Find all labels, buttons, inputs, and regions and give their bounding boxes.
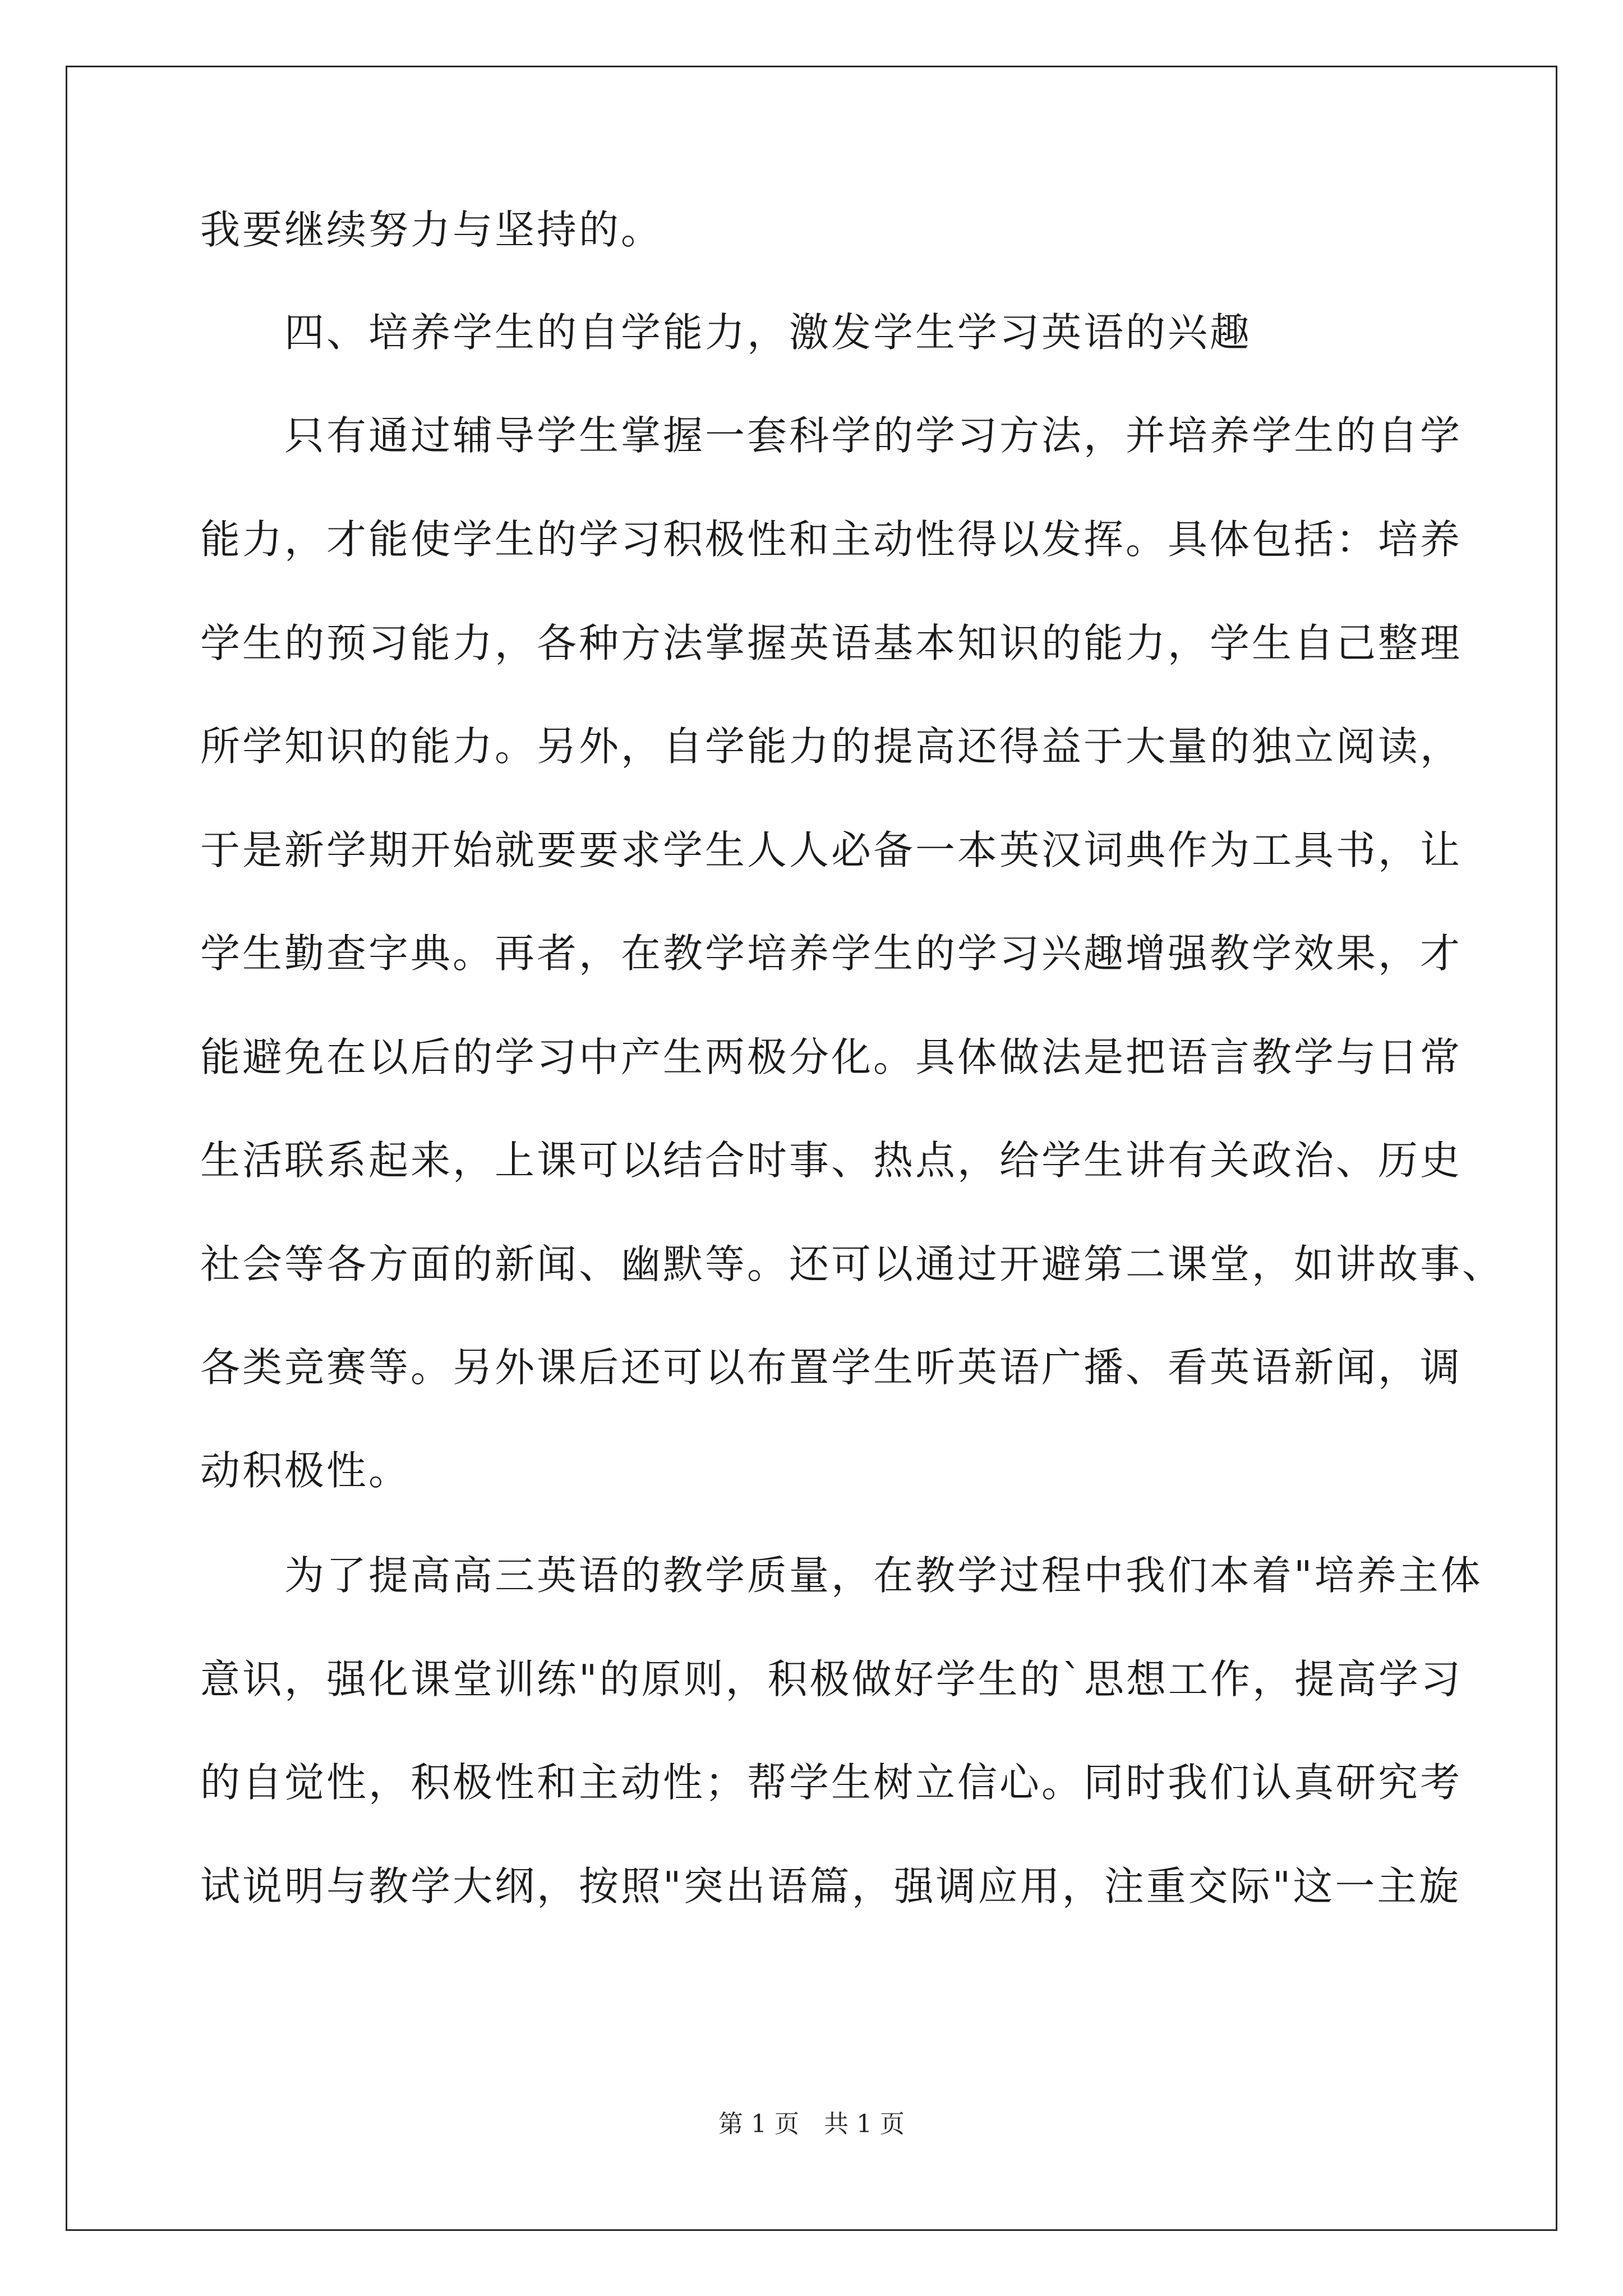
- text-line: 社会等各方面的新闻、幽默等。还可以通过开避第二课堂，如讲故事、: [200, 1241, 1505, 1287]
- section-heading: 四、培养学生的自学能力，激发学生学习英语的兴趣: [284, 309, 1252, 356]
- text-line: 生活联系起来，上课可以结合时事、热点，给学生讲有关政治、历史: [200, 1137, 1463, 1184]
- text-line: 为了提高高三英语的教学质量，在教学过程中我们本着"培养主体: [284, 1552, 1483, 1599]
- text-line: 能力，才能使学生的学习积极性和主动性得以发挥。具体包括：培养: [200, 516, 1463, 563]
- text-line: 学生的预习能力，各种方法掌握英语基本知识的能力，学生自己整理: [200, 620, 1463, 666]
- text-line: 学生勤查字典。再者，在教学培养学生的学习兴趣增强教学效果，才: [200, 930, 1463, 977]
- text-line: 意识，强化课堂训练"的原则，积极做好学生的`思想工作，提高学习: [200, 1656, 1463, 1703]
- page-number-footer: 第 1 页 共 1 页: [718, 2110, 905, 2138]
- text-line: 只有通过辅导学生掌握一套科学的学习方法，并培养学生的自学: [284, 412, 1463, 459]
- text-line: 所学知识的能力。另外，自学能力的提高还得益于大量的独立阅读，: [200, 723, 1463, 770]
- text-line: 动积极性。: [200, 1447, 411, 1494]
- text-line: 试说明与教学大纲，按照"突出语篇，强调应用，注重交际"这一主旋: [200, 1863, 1461, 1910]
- text-line: 的自觉性，积极性和主动性；帮学生树立信心。同时我们认真研究考: [200, 1759, 1463, 1806]
- text-line: 于是新学期开始就要要求学生人人必备一本英汉词典作为工具书，让: [200, 827, 1463, 873]
- text-line: 我要继续努力与坚持的。: [200, 206, 663, 253]
- text-line: 各类竞赛等。另外课后还可以布置学生听英语广播、看英语新闻，调: [200, 1344, 1463, 1391]
- text-line: 能避免在以后的学习中产生两极分化。具体做法是把语言教学与日常: [200, 1034, 1463, 1080]
